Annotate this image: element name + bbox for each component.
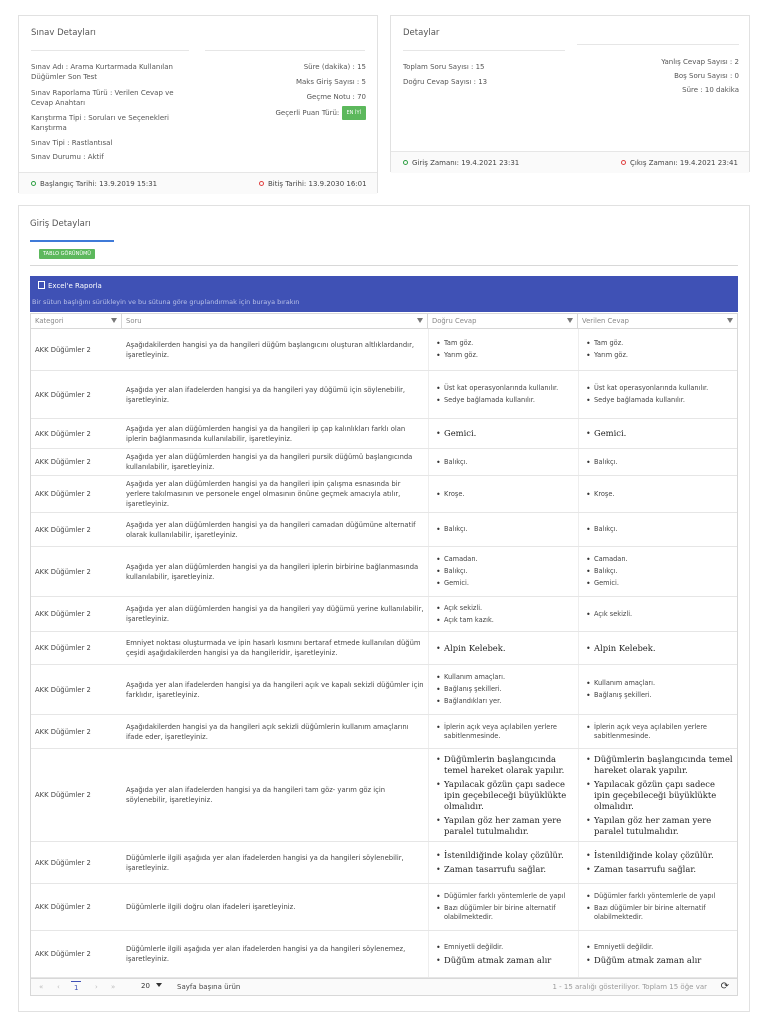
answer-item: • Düğüm atmak zaman alır (583, 955, 733, 966)
answer-list (433, 455, 574, 470)
answer-list (583, 751, 733, 840)
answer-list (583, 940, 733, 969)
answer-item: • Gemici. (433, 428, 574, 439)
answer-item: • Bağlanış şekilleri. (433, 685, 574, 694)
info-value: Verilen Cevap ve Cevap Anahtarı (31, 89, 174, 107)
answer-list (433, 425, 574, 442)
answer-list (433, 670, 574, 709)
start-date: Başlangıç Tarihi: 13.9.2019 15:31 (31, 180, 157, 188)
first-page-button[interactable]: « (39, 983, 44, 991)
answer-list (433, 751, 574, 840)
answer-list (583, 336, 733, 363)
answer-list (433, 940, 574, 969)
cell-given-answer (578, 597, 737, 631)
table-row[interactable] (31, 329, 737, 371)
answer-item: • Kullanım amaçları. (433, 673, 574, 682)
excel-icon (38, 281, 45, 289)
question-text: Düğümlerle ilgili aşağıda yer alan ifadelerden hangisi ya da hangileri söylenebilir, işaretleyiniz. (126, 853, 404, 872)
info-label: Süre : (682, 86, 703, 94)
grid-body[interactable] (30, 329, 738, 978)
answer-item: • Zaman tasarrufu sağlar. (433, 864, 574, 875)
answer-list (433, 601, 574, 628)
answer-item: • Kroşe. (583, 490, 733, 499)
question-text: Aşağıda yer alan düğümlerden hangisi ya da hangileri ip çap kalınlıkları farklı olan iplerin bağlanmasında kullanılabilir, işaretleyiniz. (126, 424, 406, 443)
info-value: Arama Kurtarmada Kullanılan Düğümler Son Test (31, 63, 173, 81)
pager-info: 1 - 15 aralığı gösteriliyor. Toplam 15 öğe var (552, 983, 707, 991)
end-date: Bitiş Tarihi: 13.9.2030 16:01 (259, 180, 367, 188)
page-size-label: Sayfa başına ürün (177, 983, 241, 991)
answer-item: • Üst kat operasyonlarında kullanılır. (433, 384, 574, 393)
score-type-badge: EN İYİ (342, 106, 367, 120)
answer-list (583, 607, 733, 622)
answer-item: • Balıkçı. (583, 567, 733, 576)
table-row[interactable] (31, 632, 737, 665)
filter-icon[interactable] (567, 318, 573, 323)
cell-given-answer (578, 513, 737, 546)
answer-list (433, 487, 574, 502)
answer-item: • İstenildiğinde kolay çözülür. (433, 850, 574, 861)
category-text: AKK Düğümler 2 (35, 610, 91, 618)
category-text: AKK Düğümler 2 (35, 791, 91, 799)
cell-category (31, 749, 122, 841)
info-item (577, 85, 739, 95)
cell-category (31, 715, 122, 748)
answer-item: • Sedye bağlamada kullanılır. (433, 396, 574, 405)
info-value: Soruları ve Seçenekleri Karıştırma (31, 114, 169, 132)
answer-list (433, 522, 574, 537)
answer-item: • Sedye bağlamada kullanılır. (583, 396, 733, 405)
result-details-panel (390, 15, 750, 172)
cell-given-answer (578, 547, 737, 596)
question-text: Aşağıdakilerden hangisi ya da hangileri düğüm başlangıcını oluşturan altlıklardandır, işaretleyiniz. (126, 340, 415, 359)
cell-given-answer (578, 632, 737, 664)
info-label: Doğru Cevap Sayısı : (403, 78, 476, 86)
info-value: 70 (357, 93, 366, 101)
cell-given-answer (578, 665, 737, 714)
info-value: 15 (475, 63, 485, 71)
info-item (403, 77, 565, 87)
answer-item: • Yapılacak gözün çapı sadece ipin geçebileceği büyüklükte olmalıdır. (583, 779, 733, 812)
table-row[interactable] (31, 931, 737, 978)
info-label: Geçme Notu : (306, 93, 355, 101)
category-text: AKK Düğümler 2 (35, 345, 91, 354)
question-text: Aşağıda yer alan düğümlerden hangisi ya da hangileri iplerin birbirine bağlanmasında kullanılabilir, işaretleyiniz. (126, 562, 419, 581)
column-header-correct-answer[interactable]: Doğru Cevap (428, 314, 578, 328)
answer-item: • Düğümler farklı yöntemlerle de yapıl (433, 892, 574, 901)
filter-icon[interactable] (727, 318, 733, 323)
info-label: Maks Giriş Sayısı : (295, 78, 360, 86)
answer-item: • Zaman tasarrufu sağlar. (583, 864, 733, 875)
answer-item: • Bazı düğümler bir birine alternatif olabilmektedir. (583, 904, 733, 922)
exam-details-title: Sınav Detayları (31, 28, 96, 38)
info-label: Süre (dakika) : (303, 63, 355, 71)
answer-item: • Alpin Kelebek. (433, 643, 574, 654)
answer-item: • Balıkçı. (433, 525, 574, 534)
answer-list (583, 425, 733, 442)
answer-item: • Yarım göz. (583, 351, 733, 360)
answer-item: • Balıkçı. (583, 525, 733, 534)
answer-item: • İplerin açık veya açılabilen yerlere sabitlenmesinde. (433, 723, 574, 741)
info-value: 13 (478, 78, 488, 86)
answer-item: • Balıkçı. (433, 458, 574, 467)
cell-question (122, 449, 428, 475)
cell-category (31, 842, 122, 883)
cell-correct-answer (428, 749, 578, 841)
login-dot-icon (403, 160, 408, 165)
table-row[interactable] (31, 449, 737, 476)
info-item (205, 106, 366, 120)
tab-divider (30, 265, 738, 266)
cell-correct-answer (428, 449, 578, 475)
exam-dates-row (19, 172, 377, 194)
info-item (205, 62, 366, 72)
info-item (31, 113, 189, 133)
cell-given-answer (578, 931, 737, 977)
category-text: AKK Düğümler 2 (35, 644, 91, 652)
answer-item: • Bazı düğümler bir birine alternatif olabilmektedir. (433, 904, 574, 922)
cell-question (122, 632, 428, 664)
answer-item: • Emniyetli değildir. (433, 943, 574, 952)
answer-item: • Bağlandıkları yer. (433, 697, 574, 706)
group-drop-area[interactable]: Bir sütun başlığını sürükleyin ve bu sütuna göre gruplandırmak için buraya bırakın (32, 298, 300, 306)
cell-given-answer (578, 715, 737, 748)
answer-item: • Yapılan göz her zaman yere paralel tutulmalıdır. (583, 815, 733, 837)
cell-category (31, 884, 122, 930)
info-item (31, 88, 189, 108)
answer-item: • Gemici. (583, 428, 733, 439)
answer-item: • Yarım göz. (433, 351, 574, 360)
cell-correct-answer (428, 842, 578, 883)
info-item (403, 62, 565, 72)
answer-item: • İplerin açık veya açılabilen yerlere sabitlenmesinde. (583, 723, 733, 741)
column-header-category[interactable]: Kategori (31, 314, 122, 328)
category-text: AKK Düğümler 2 (35, 950, 91, 958)
login-time: Giriş Zamanı: 19.4.2021 23:31 (403, 159, 519, 167)
answer-item: • Gemici. (433, 579, 574, 588)
question-text: Aşağıda yer alan düğümlerden hangisi ya da hangileri ipin çalışma esnasında bir yerlere takılmasının ve personele engel olmasının önüne geçmek amacıyla atılır, işaretleyiniz. (126, 480, 401, 508)
answer-list (583, 847, 733, 878)
cell-correct-answer (428, 597, 578, 631)
cell-correct-answer (428, 632, 578, 664)
info-label: Karıştırma Tipi : (31, 114, 86, 122)
cell-category (31, 329, 122, 370)
cell-category (31, 419, 122, 448)
question-text: Aşağıda yer alan düğümlerden hangisi ya da hangileri yay düğümü yerine kullanılabilir, işaretleyiniz. (126, 605, 424, 623)
answer-item: • Düğümlerin başlangıcında temel hareket olarak yapılır. (433, 754, 574, 776)
info-value: 15 (357, 63, 366, 71)
answer-list (583, 676, 733, 703)
category-text: AKK Düğümler 2 (35, 727, 91, 736)
cell-question (122, 931, 428, 977)
info-value: Rastlantısal (71, 139, 113, 147)
answer-item: • Tam göz. (433, 339, 574, 348)
table-row[interactable] (31, 715, 737, 749)
info-label: Sınav Tipi : (31, 139, 70, 147)
table-row[interactable] (31, 547, 737, 597)
category-text: AKK Düğümler 2 (35, 567, 91, 576)
category-text: AKK Düğümler 2 (35, 458, 91, 466)
column-header-given-answer[interactable]: Verilen Cevap (578, 314, 737, 328)
answer-item: • Camadan. (433, 555, 574, 564)
answer-item: • Balıkçı. (433, 567, 574, 576)
prev-page-button[interactable]: ‹ (57, 983, 60, 991)
end-dot-icon (259, 181, 264, 186)
cell-correct-answer (428, 419, 578, 448)
filter-icon[interactable] (111, 318, 117, 323)
answer-list (433, 552, 574, 591)
cell-category (31, 632, 122, 664)
cell-question (122, 665, 428, 714)
answer-item: • Bağlanış şekilleri. (583, 691, 733, 700)
info-item (31, 152, 189, 162)
answer-item: • Kullanım amaçları. (583, 679, 733, 688)
answer-list (433, 336, 574, 363)
cell-category (31, 449, 122, 475)
info-value: 5 (361, 78, 366, 86)
info-label: Yanlış Cevap Sayısı : (661, 58, 733, 66)
answer-list (583, 487, 733, 502)
logout-dot-icon (621, 160, 626, 165)
cell-correct-answer (428, 715, 578, 748)
cell-category (31, 597, 122, 631)
export-excel-button[interactable]: Excel'e Raporla (38, 281, 102, 290)
answer-list (583, 889, 733, 925)
answer-list (583, 552, 733, 591)
tab-active-indicator (30, 240, 114, 242)
answer-item: • Yapılacak gözün çapı sadece ipin geçebileceği büyüklükte olmalıdır. (433, 779, 574, 812)
answer-item: • Düğümlerin başlangıcında temel hareket olarak yapılır. (583, 754, 733, 776)
answer-item: • Açık tam kazık. (433, 616, 574, 625)
tab-table-view[interactable]: TABLO GÖRÜNÜMÜ (39, 249, 95, 259)
answer-list (433, 889, 574, 925)
filter-icon[interactable] (417, 318, 423, 323)
info-item (205, 92, 366, 102)
info-item (31, 138, 189, 148)
answer-item: • Düğümler farklı yöntemlerle de yapıl (583, 892, 733, 901)
cell-correct-answer (428, 884, 578, 930)
answer-item: • Kroşe. (433, 490, 574, 499)
category-text: AKK Düğümler 2 (35, 903, 91, 911)
pager (30, 978, 738, 996)
answer-list (583, 522, 733, 537)
answer-item: • Yapılan göz her zaman yere paralel tutulmalıdır. (433, 815, 574, 837)
cell-category (31, 476, 122, 512)
answer-item: • Alpin Kelebek. (583, 643, 733, 654)
last-page-button[interactable]: » (111, 983, 116, 991)
category-text: AKK Düğümler 2 (35, 490, 91, 498)
info-item (205, 77, 366, 87)
grid-header (30, 313, 738, 329)
divider (403, 50, 565, 51)
question-text: Aşağıda yer alan ifadelerden hangisi ya da hangileri tam göz- yarım göz için söylenebilir, işaretleyiniz. (126, 786, 386, 804)
answer-list (583, 381, 733, 408)
answer-item: • Düğüm atmak zaman alır (433, 955, 574, 966)
cell-question (122, 884, 428, 930)
info-label: Sınav Durumu : (31, 153, 86, 161)
page-number-current[interactable]: 1 (71, 981, 81, 994)
question-text: Emniyet noktası oluşturmada ve ipin hasarlı kısmını bertaraf etmede kullanılan düğüm çeşidi aşağıdakilerden hangisi ya da hangileridir, işaretleyiniz. (126, 639, 421, 657)
session-times-row (391, 151, 749, 173)
answer-item: • Tam göz. (583, 339, 733, 348)
cell-correct-answer (428, 547, 578, 596)
cell-question (122, 597, 428, 631)
category-text: AKK Düğümler 2 (35, 429, 91, 438)
cell-given-answer (578, 449, 737, 475)
question-text: Aşağıda yer alan ifadelerden hangisi ya da hangileri açık ve kapalı sekizli düğümler için farklıdır, işaretleyiniz. (126, 680, 424, 699)
cell-question (122, 371, 428, 418)
grid-toolbar (30, 276, 738, 312)
chevron-down-icon (156, 983, 162, 987)
table-row[interactable] (31, 476, 737, 513)
answer-item: • Açık sekizli. (433, 604, 574, 613)
info-value: 0 (734, 72, 739, 80)
divider (31, 50, 189, 51)
cell-question (122, 513, 428, 546)
cell-given-answer (578, 371, 737, 418)
info-value: Aktif (87, 153, 104, 161)
cell-category (31, 931, 122, 977)
question-text: Düğümlerle ilgili aşağıda yer alan ifadelerden hangisi ya da hangileri söylenemez, işaretleyiniz. (126, 945, 406, 963)
answer-item: • Emniyetli değildir. (583, 943, 733, 952)
cell-question (122, 329, 428, 370)
cell-given-answer (578, 749, 737, 841)
cell-question (122, 749, 428, 841)
answer-item: • İstenildiğinde kolay çözülür. (583, 850, 733, 861)
answer-item: • Camadan. (583, 555, 733, 564)
cell-given-answer (578, 476, 737, 512)
entry-details-title: Giriş Detayları (30, 219, 91, 229)
answer-item: • Balıkçı. (583, 458, 733, 467)
table-row[interactable] (31, 749, 737, 842)
next-page-button[interactable]: › (95, 983, 98, 991)
info-value: 10 dakika (704, 86, 739, 94)
result-details-title: Detaylar (403, 28, 440, 38)
question-text: Aşağıda yer alan düğümlerden hangisi ya da hangileri camadan düğümüne alternatif olarak kullanılabilir, işaretleyiniz. (126, 520, 416, 539)
cell-given-answer (578, 884, 737, 930)
table-row[interactable] (31, 419, 737, 449)
cell-given-answer (578, 329, 737, 370)
table-row[interactable] (31, 842, 737, 884)
table-row[interactable] (31, 513, 737, 547)
info-value: 2 (734, 58, 739, 66)
cell-correct-answer (428, 329, 578, 370)
cell-correct-answer (428, 371, 578, 418)
cell-given-answer (578, 419, 737, 448)
table-row[interactable] (31, 371, 737, 419)
cell-category (31, 371, 122, 418)
cell-correct-answer (428, 513, 578, 546)
start-dot-icon (31, 181, 36, 186)
answer-list (583, 720, 733, 744)
category-text: AKK Düğümler 2 (35, 685, 91, 694)
column-header-question[interactable]: Soru (122, 314, 428, 328)
question-text: Aşağıdakilerden hangisi ya da hangileri açık sekizli düğümlerin kullanım amaçlarını ifade eder, işaretleyiniz. (126, 722, 409, 741)
table-row[interactable] (31, 597, 737, 632)
question-text: Aşağıda yer alan düğümlerden hangisi ya da hangileri pursik düğümü başlangıcında kullanılabilir, işaretleyiniz. (126, 453, 413, 471)
exam-details-panel (18, 15, 378, 193)
question-text: Aşağıda yer alan ifadelerden hangisi ya da hangileri yay düğümü için söylenebilir, işaretleyiniz. (126, 385, 406, 404)
answer-item: • Gemici. (583, 579, 733, 588)
cell-category (31, 547, 122, 596)
question-text: Düğümlerle ilgili doğru olan ifadeleri işaretleyiniz. (126, 903, 296, 911)
answer-item: • Üst kat operasyonlarında kullanılır. (583, 384, 733, 393)
category-text: AKK Düğümler 2 (35, 390, 91, 399)
category-text: AKK Düğümler 2 (35, 525, 91, 534)
answer-list (433, 640, 574, 657)
cell-question (122, 842, 428, 883)
answer-list (583, 640, 733, 657)
cell-question (122, 476, 428, 512)
cell-category (31, 665, 122, 714)
answer-item: • Açık sekizli. (583, 610, 733, 619)
cell-category (31, 513, 122, 546)
cell-correct-answer (428, 476, 578, 512)
answer-list (433, 381, 574, 408)
cell-question (122, 715, 428, 748)
info-label: Boş Soru Sayısı : (674, 72, 733, 80)
cell-given-answer (578, 842, 737, 883)
info-label: Geçerli Puan Türü: (275, 109, 340, 117)
info-label: Sınav Raporlama Türü : (31, 89, 113, 97)
cell-question (122, 419, 428, 448)
cell-question (122, 547, 428, 596)
divider (577, 44, 739, 45)
answer-list (433, 720, 574, 744)
answer-list (583, 455, 733, 470)
cell-correct-answer (428, 931, 578, 977)
info-label: Toplam Soru Sayısı : (403, 63, 474, 71)
category-text: AKK Düğümler 2 (35, 858, 91, 867)
page-size-select[interactable]: 20 (141, 982, 162, 990)
answer-list (433, 847, 574, 878)
cell-correct-answer (428, 665, 578, 714)
info-item (577, 71, 739, 81)
table-row[interactable] (31, 665, 737, 715)
info-label: Sınav Adı : (31, 63, 69, 71)
refresh-icon[interactable]: ⟳ (720, 981, 729, 992)
logout-time: Çıkış Zamanı: 19.4.2021 23:41 (621, 159, 738, 167)
info-item (577, 57, 739, 67)
info-item (31, 62, 189, 82)
divider (205, 50, 365, 51)
table-row[interactable] (31, 884, 737, 931)
